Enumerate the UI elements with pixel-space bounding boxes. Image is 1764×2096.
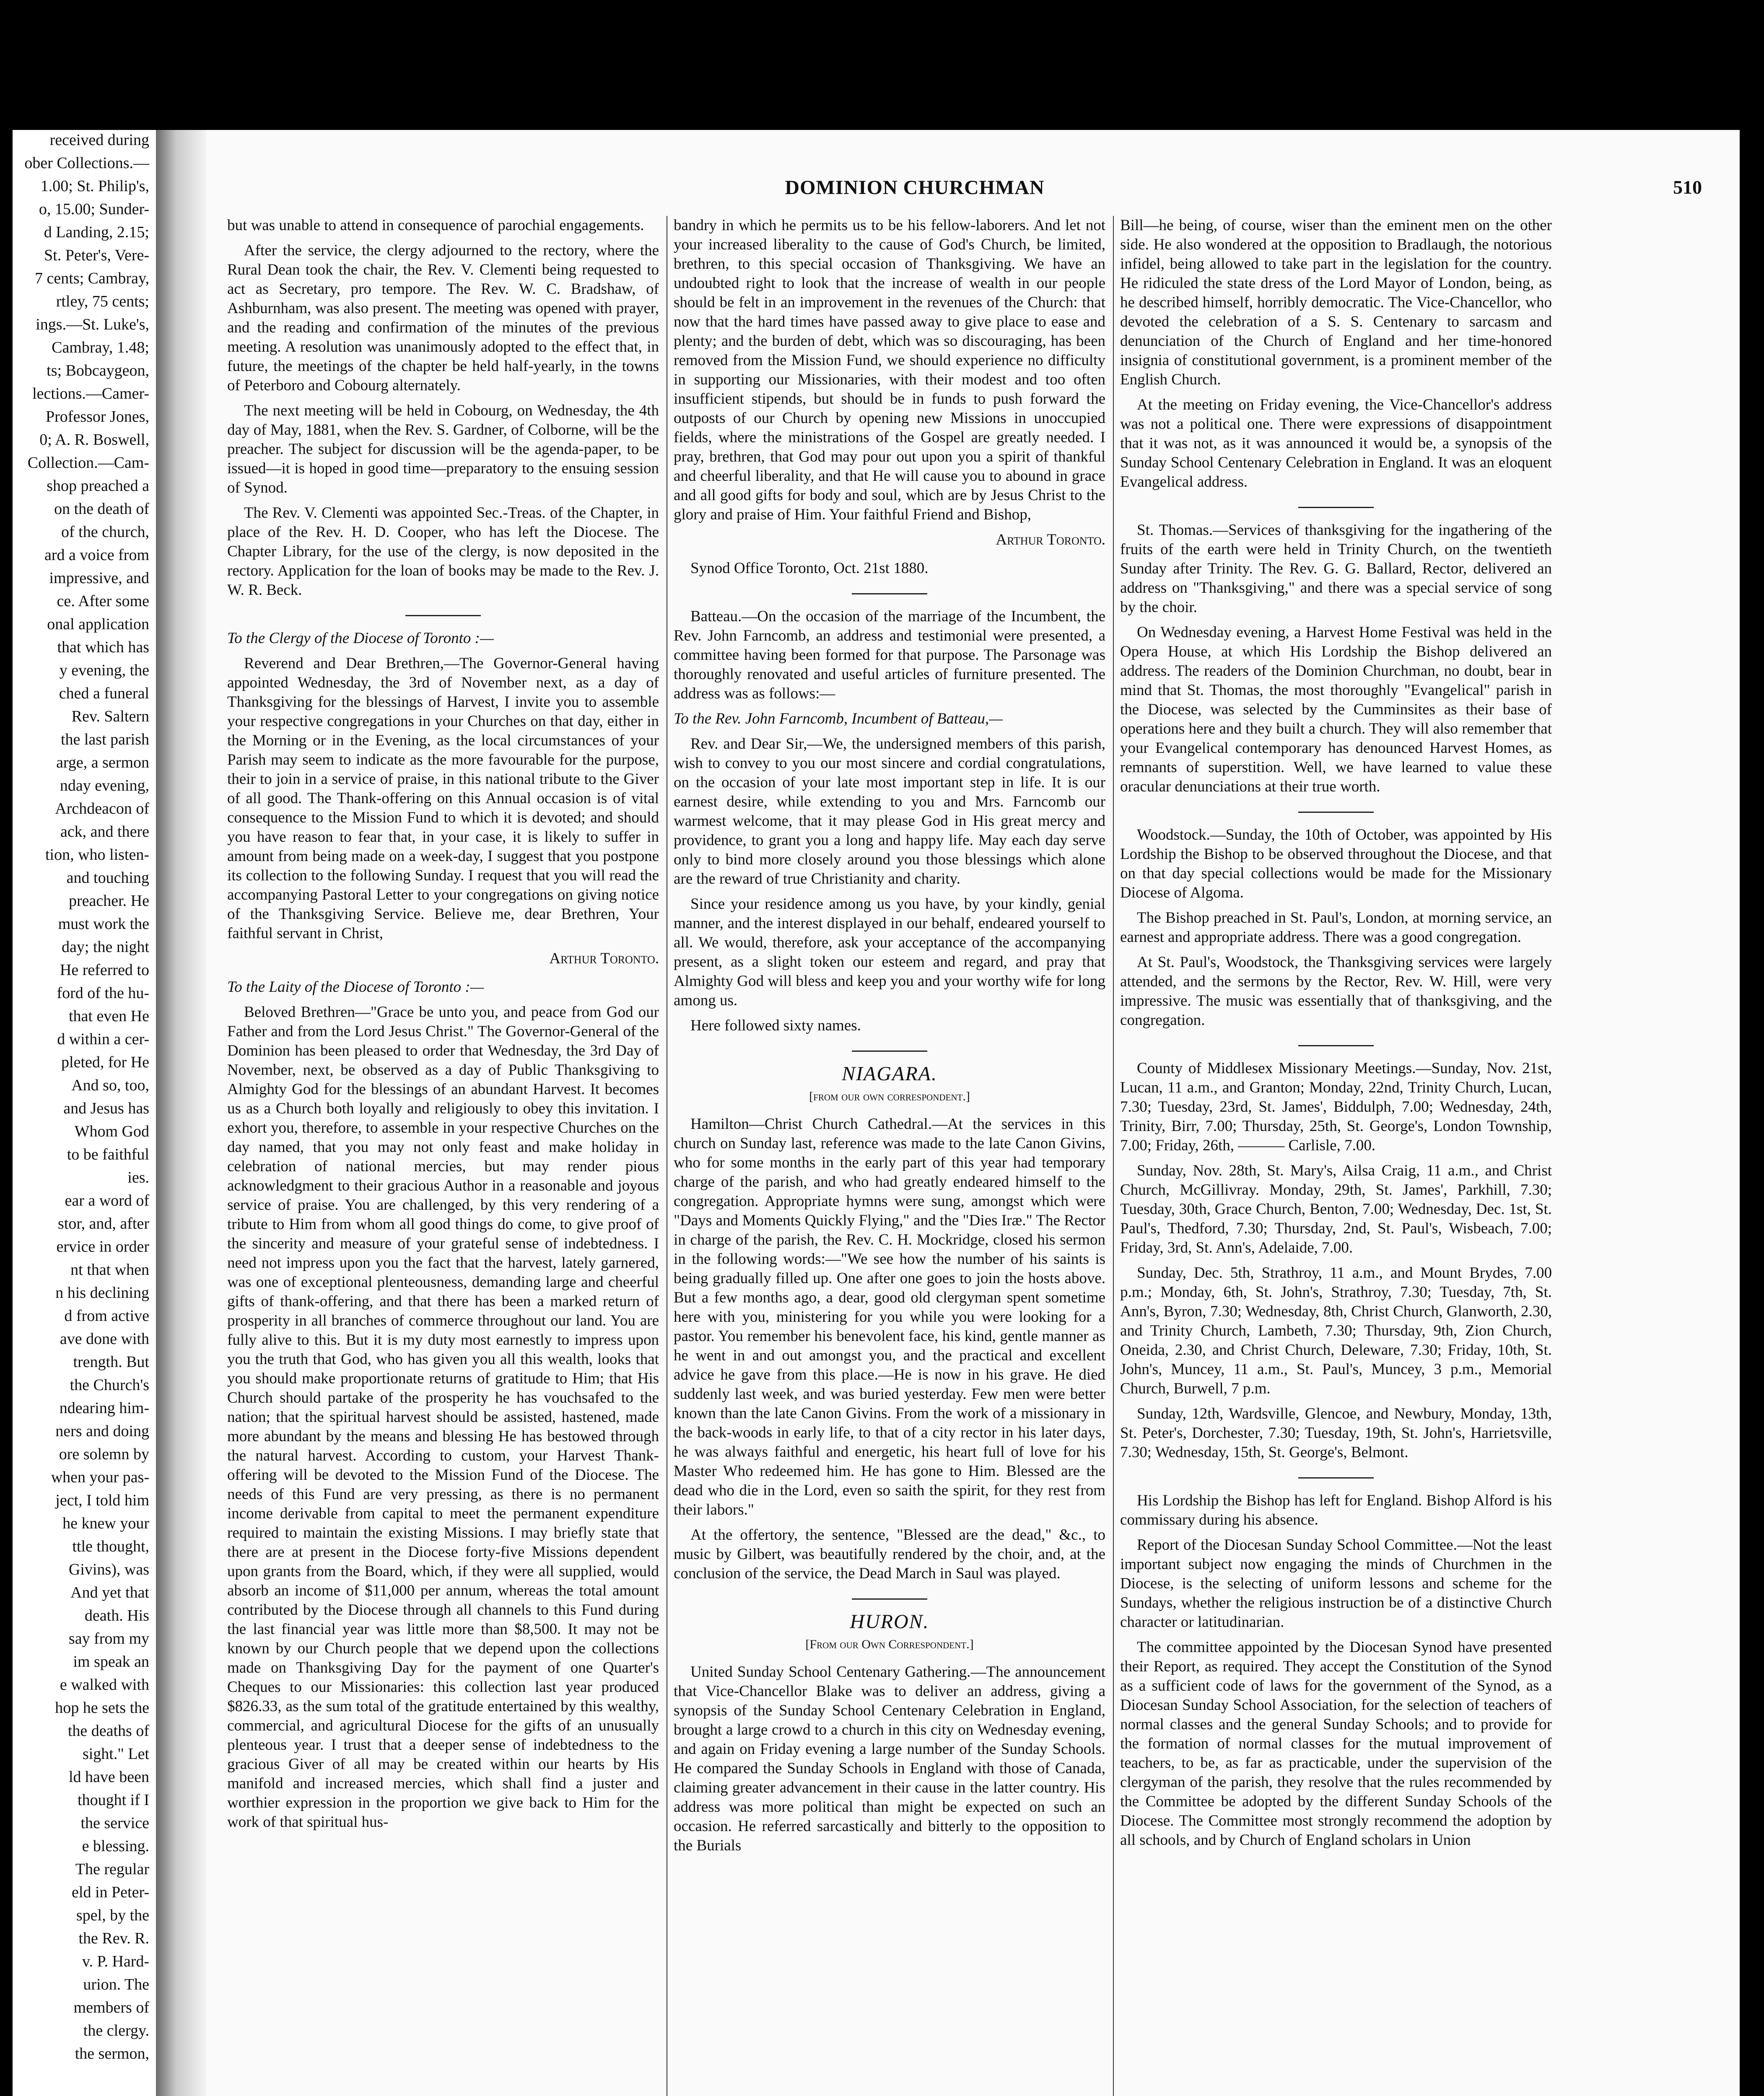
paragraph: Sunday, Dec. 5th, Strathroy, 11 a.m., and Mount Brydes, 7.00 p.m.; Monday, 6th, St. John's, Strathroy, 7.30; Tuesday, 7th, St. Ann's, Byron, 7.30; Wednesday, 8th, Christ Church, Glanworth, 2.30, and Trinity Church, Lambeth, 7.30; Thursday, 9th, Zion Church, Oneida, 2.30, and Christ Church, Deleware, 7.30; Friday, 10th, St. John's, Muncey, 11 a.m., St. Paul's, Muncey, 3 p.m., Memorial Church, Burwell, 7 p.m.: [1120, 1264, 1552, 1397]
previous-page-line: And yet that: [70, 1584, 149, 1601]
previous-page-line: and touching: [66, 869, 149, 887]
previous-page-line: d Landing, 2.15;: [44, 223, 149, 241]
paragraph: At St. Paul's, Woodstock, the Thanksgiving services were largely attended, and the sermons by the Rector, Rev. W. Hill, were very impressive. The music was essentially that of thanksgiving, and the congregation.: [1120, 954, 1552, 1029]
previous-page-line: the Rev. R.: [78, 1930, 149, 1947]
scan-border-right: [1740, 130, 1764, 2096]
paragraph: The Bishop preached in St. Paul's, London, at morning service, an earnest and appropriate address. There was a good congregation.: [1120, 909, 1552, 946]
previous-page-line: Givins), was: [68, 1561, 149, 1578]
page-header: [206, 176, 1740, 205]
paragraph: The committee appointed by the Diocesan Synod have presented their Report, as required. They accept the Constitution of the Synod as a sufficient code of laws for the government of the Synod, as a Diocesan Sunday School Association, for the selection of teachers of normal classes and the general Sunday Schools; and to provide for the formation of normal classes for the mutual improvement of teachers, to be, as far as practicable, under the supervision of the clergyman of the parish, they resolve that the rules recommended by the Committee be adopted by the different Sunday Schools of the Diocese. The Committee most strongly recommend the adoption by all schools, and by Church of England scholars in Union: [1120, 1639, 1552, 1849]
previous-page-line: impressive, and: [49, 569, 149, 587]
column-1: [227, 216, 659, 2096]
previous-page-line: The regular: [75, 1860, 149, 1878]
previous-page-line: ore solemn by: [59, 1445, 149, 1463]
paragraph: bandry in which he permits us to be his fellow-laborers. And let not your increased liberality to the cause of God's Church, be limited, brethren, to this special occasion of Thanksgiving. We have an undoubted right to look that the increase of wealth in our people should be felt in an improvement in the revenues of the Church: that now that the hard times have passed away to give place to ease and plenty; and the burden of debt, which was so discouraging, has been removed from the Mission Fund, we should experience no difficulty in supporting our Missionaries, with their modest and too often insufficient stipends, but should be in funds to push forward the outposts of our Church by opening new Missions in unoccupied fields, where the ministrations of the Gospel are greatly needed. I pray, brethren, that God may pour out upon you a spirit of thankful and cheerful liberality, and that He will cause you to abound in grace and all good gifts for body and soul, which are by Jesus Christ to the glory and praise of Him. Your faithful Friend and Bishop,: [674, 217, 1105, 523]
previous-page-line: 0; A. R. Boswell,: [39, 431, 149, 449]
paragraph: St. Thomas.—Services of thanksgiving for the ingathering of the fruits of the earth were held in Trinity Church, on the twentieth Sunday after Trinity. The Rev. G. G. Ballard, Rector, delivered an address on "Thanksgiving," and there was a special service of song by the choir.: [1120, 521, 1552, 616]
previous-page-line: to be faithful: [67, 1146, 149, 1163]
previous-page-line: hop he sets the: [55, 1699, 149, 1717]
previous-page-line: ave done with: [60, 1330, 149, 1348]
previous-page-line: y evening, the: [59, 661, 149, 679]
previous-page-line: nt that when: [70, 1261, 149, 1279]
column-2: [674, 216, 1105, 2096]
column-3: [1120, 216, 1552, 2096]
section-divider: [1298, 1045, 1374, 1046]
previous-page-line: the deaths of: [67, 1722, 149, 1740]
previous-page-line: death. His: [84, 1607, 149, 1624]
previous-page-line: lections.—Camer-: [32, 385, 149, 402]
paragraph: but was unable to attend in consequence of parochial engagements.: [227, 217, 644, 234]
previous-page-line: He referred to: [60, 961, 149, 979]
previous-page-line: e walked with: [60, 1676, 149, 1694]
previous-page-line: 7 cents; Cambray,: [35, 270, 149, 287]
previous-page-line: ober Collections.—: [24, 154, 149, 172]
section-divider: [405, 615, 481, 616]
paragraph: The Rev. V. Clementi was appointed Sec.-Treas. of the Chapter, in place of the Rev. H. D. Cooper, who has left the Diocese. The Chapter Library, for the use of the clergy, is now deposited in the rectory. Application for the loan of books may be made to the Rev. J. W. R. Beck.: [227, 504, 659, 599]
previous-page-line: d within a cer-: [57, 1030, 149, 1048]
paragraph: Hamilton—Christ Church Cathedral.—At the services in this church on Sunday last, reference was made to the late Canon Givins, who for some months in the early part of this year had temporary charge of the parish, and who had greatly endeared himself to the congregation. Appropriate hymns were sung, amongst which were "Days and Moments Quickly Flying," and the "Dies Iræ." The Rector in charge of the parish, the Rev. C. H. Mockridge, closed his sermon in the following words:—"We see how the number of his saints is being gradually filled up. One after one goes to join the hosts above. But a few months ago, a dear, good old clergyman spent sometime here with you, ministering for you while you were looking for a pastor. You remember his benevolent face, his kind, gentle manner as he went in and out amongst you, and the practical and excellent advice he gave from this place.—He is now in his grave. He died suddenly last week, and was buried yesterday. Few men were better known than the late Canon Givins. From the work of a missionary in the back-woods in early life, to that of a city rector in his later days, he was always faithful and energetic, his heart full of love for his Master Who redeemed him. He has gone to Him. Blessed are the dead who die in the Lord, even so saith the spirit, for they rest from their labors.": [674, 1115, 1105, 1518]
previous-page-line: rtley, 75 cents;: [56, 293, 149, 310]
previous-page-line: say from my: [68, 1630, 149, 1647]
previous-page-line: ford of the hu-: [57, 984, 149, 1002]
previous-page-line: members of: [73, 1999, 149, 2016]
previous-page-line: d from active: [64, 1307, 149, 1325]
previous-page-line: when your pas-: [51, 1468, 149, 1486]
paragraph: Beloved Brethren—"Grace be unto you, and peace from God our Father and from the Lord Jesus Christ." The Governor-General of the Dominion has been pleased to order that Wednesday, the 3rd Day of November, next, be observed as a day of Public Thanksgiving to Almighty God for the blessings of an abundant Harvest. It becomes us as a Church both loyally and religiously to obey this invitation. I exhort you, therefore, to assemble in your respective Churches on the day named, that you may not only feast and make holiday in celebration of national mercies, but may render pious acknowledgment to their gracious Author in a reasonable and joyous service of praise. You are challenged, by this very rendering of a tribute to Him from whom all good things do come, to give proof of the sincerity and measure of your grateful sense of indebtedness. I need not impress upon you the fact that the harvest, lately garnered, was one of exceptional plenteousness, demanding large and cheerful gifts of thank-offering, and that there has been a marked return of prosperity in all branches of commerce throughout our land. You are fully alive to this. But it is my duty most earnestly to impress upon you the truth that God, who has given you all this wealth, looks that you should make proportionate returns of gratitude to Him; that His Church should partake of the prosperity he has vouchsafed to the nation; that the spiritual harvest should be assisted, hastened, made more abundant by the means and blessing He has bestowed through the natural harvest. According to custom, your Harvest Thank-offering will be devoted to the Mission Fund of the Diocese. The needs of this Fund are very pressing, as there is no permanent income derivable from capital to meet the permanent expenditure required to maintain the existing Missions. I may briefly state that there are at present in the Diocese forty-five Missions dependent upon grants from the Board, which, if they were all supplied, would absorb an income of $11,000 per annum, whereas the total amount contributed by the Diocese through all channels to this Fund during the last financial year was little more than $8,500. It may not be known by our Church people that we depend upon the collections made on Thanksgiving Day for the payment of one Quarter's Cheques to our Missionaries: this collection last year produced $826.33, as the sum total of the gratitude entertained by this wealthy, commercial, and agricultural Diocese for the gifts of an unusually plenteous year. I trust that a deeper sense of indebtedness to the gracious Giver of all may be created within our hearts by His manifold and increased mercies, which shall find a juster and worthier expression in the proportion we give back to Him for the work of that spiritual hus-: [227, 1004, 659, 1831]
previous-page-line: he knew your: [62, 1515, 149, 1532]
previous-page-line: ack, and there: [60, 823, 149, 840]
paragraph: Batteau.—On the occasion of the marriage of the Incumbent, the Rev. John Farncomb, an address and testimonial were presented, a committee having been formed for that purpose. The Parsonage was thoroughly renovated and useful articles of furniture presented. The address was as follows:—: [674, 608, 1105, 702]
previous-page-line: ies.: [127, 1169, 149, 1186]
paragraph: The next meeting will be held in Cobourg, on Wednesday, the 4th day of May, 1881, when the Rev. S. Gardner, of Colborne, will be the preacher. The subject for discussion will be the agenda-paper, to be issued—it is hoped in good time—preparatory to the ensuing session of Synod.: [227, 402, 659, 496]
previous-page-line: ce. After some: [57, 592, 149, 610]
paragraph: On Wednesday evening, a Harvest Home Festival was held in the Opera House, at which His Lordship the Bishop delivered an address. The readers of the Dominion Churchman, no doubt, bear in mind that St. Thomas, the most thoroughly "Evangelical" parish in the Diocese, was selected by the Cumminsites as their base of operations here and they built a church. They will also remember that your Evangelical contemporary has denounced Harvest Homes, as remnants of superstition. Well, we have learned to value these oracular denunciations at their true worth.: [1120, 624, 1552, 795]
paragraph: Since your residence among us you have, by your kindly, genial manner, and the interest displayed in our behalf, endeared yourself to all. We would, therefore, ask your acceptance of the accompanying present, as a slight token our esteem and regard, and pray that Almighty God will bless and keep you and your worthy wife for long among us.: [674, 895, 1105, 1009]
previous-page-line: eld in Peter-: [72, 1883, 149, 1901]
section-subtitle: [from our own correspondent.]: [809, 1090, 970, 1103]
previous-page-line: ners and doing: [55, 1422, 149, 1440]
section-subtitle: [From our Own Correspondent.]: [805, 1637, 974, 1651]
paragraph: United Sunday School Centenary Gathering.—The announcement that Vice-Chancellor Blake was to deliver an address, giving a synopsis of the Sunday School Centenary Celebration in England, brought a large crowd to a church in this city on Wednesday evening, and again on Friday evening a large number of the Sunday Schools. He compared the Sunday Schools in England with those of Canada, claiming greater advancement in their cause in the latter country. His address was more political than might be expected on such an occasion. He referred sarcastically and bitterly to the opposition to the Burials: [674, 1663, 1105, 1854]
paragraph: Sunday, Nov. 28th, St. Mary's, Ailsa Craig, 11 a.m., and Christ Church, McGillivray. Monday, 29th, St. James', Parkhill, 7.30; Tuesday, 30th, Grace Church, Benton, 7.00; Wednesday, Dec. 1st, St. Paul's, Thedford, 7.30; Thursday, 2nd, St. Paul's, Wisbeach, 7.00; Friday, 3rd, St. Ann's, Adelaide, 7.00.: [1120, 1162, 1552, 1256]
previous-page-line: ervice in order: [56, 1238, 149, 1256]
paragraph: At the offertory, the sentence, "Blessed are the dead," &c., to music by Gilbert, was beautifully rendered by the choir, and, at the conclusion of the service, the Dead March in Saul was played.: [674, 1526, 1105, 1582]
letter-heading: To the Laity of the Diocese of Toronto :—: [227, 978, 484, 996]
previous-page-fragment: [13, 130, 156, 2096]
scan-border-top: [0, 0, 1764, 130]
paragraph: After the service, the clergy adjourned to the rectory, where the Rural Dean took the chair, the Rev. V. Clementi being requested to act as Secretary, pro tempore. The Rev. W. C. Bradshaw, of Ashburnham, was also present. The meeting was opened with prayer, and the reading and confirmation of the minutes of the previous meeting. A resolution was unanimously adopted to the effect that, in future, the meetings of the chapter be held half-yearly, in the towns of Peterboro and Cobourg alternately.: [227, 242, 659, 394]
section-title-huron: HURON.: [850, 1611, 929, 1633]
previous-page-line: Collection.—Cam-: [27, 454, 149, 472]
previous-page-line: the service: [80, 1814, 149, 1832]
previous-page-line: urion. The: [83, 1976, 149, 1993]
paragraph: At the meeting on Friday evening, the Vice-Chancellor's address was not a political one. There were expressions of disappointment that it was not, as it was announced it would be, a synopsis of the Sunday School Centenary Celebration in England. It was an eloquent Evangelical address.: [1120, 396, 1552, 490]
letter-heading: To the Clergy of the Diocese of Toronto :—: [227, 630, 494, 647]
signature: Arthur Toronto.: [996, 531, 1105, 548]
previous-page-line: Archdeacon of: [55, 800, 149, 817]
dateline: Synod Office Toronto, Oct. 21st 1880.: [690, 560, 929, 577]
previous-page-line: arge, a sermon: [56, 754, 149, 771]
previous-page-line: shop preached a: [47, 477, 149, 495]
section-divider: [1298, 1477, 1374, 1479]
previous-page-line: the clergy.: [83, 2022, 149, 2039]
paragraph: His Lordship the Bishop has left for England. Bishop Alford is his commissary during his absence.: [1120, 1492, 1552, 1528]
newspaper-page: [206, 130, 1740, 2096]
previous-page-line: v. P. Hard-: [82, 1953, 149, 1970]
previous-page-line: ched a funeral: [59, 685, 149, 702]
previous-page-line: thought if I: [78, 1791, 149, 1809]
previous-page-line: received during: [49, 131, 149, 149]
previous-page-line: the sermon,: [75, 2045, 149, 2062]
paragraph: Woodstock.—Sunday, the 10th of October, was appointed by His Lordship the Bishop to be observed throughout the Diocese, and that on that day special collections would be made for the Missionary Diocese of Algoma.: [1120, 826, 1552, 901]
paragraph: Report of the Diocesan Sunday School Committee.—Not the least important subject now engaging the minds of Churchmen in the Diocese, is the selecting of uniform lessons and scheme for the Sundays, whether the religious instruction be of a distinctive Church character or latitudinarian.: [1120, 1536, 1552, 1631]
previous-page-line: ld have been: [68, 1768, 149, 1786]
previous-page-line: stor, and, after: [58, 1215, 149, 1232]
paragraph: Rev. and Dear Sir,—We, the undersigned members of this parish, wish to convey to you our most sincere and cordial congratulations, on the occasion of your late most important step in life. It is our earnest desire, while extending to you and Mrs. Farncomb our warmest welcome, that it may please God in His great mercy and providence, to grant you a long and happy life. May each day serve only to bind more closely around you those blessings which alone are the reward of true Christianity and charity.: [674, 735, 1105, 887]
paragraph: Reverend and Dear Brethren,—The Governor-General having appointed Wednesday, the 3rd of November next, as a day of Thanksgiving for the blessings of Harvest, I invite you to assemble your respective congregations in your Churches on that day, either in the Morning or in the Evening, as the local circumstances of your Parish may seem to indicate as the more favourable for the purpose, their to join in a service of praise, in this national tribute to the Giver of all good. The Thank-offering on this Annual occasion is of vital consequence to the Mission Fund to which it is devoted; and should you have reason to fear that, in your case, it is likely to suffer in amount from being made on a week-day, I suggest that you postpone its collection to the following Sunday. I request that you will read the accompanying Pastoral Letter to your congregations on giving notice of the Thanksgiving Service. Believe me, dear Brethren, Your faithful servant in Christ,: [227, 655, 659, 942]
section-divider: [1298, 812, 1374, 813]
previous-page-line: ts; Bobcaygeon,: [47, 362, 149, 379]
previous-page-line: ndearing him-: [59, 1399, 149, 1417]
previous-page-line: ings.—St. Luke's,: [36, 316, 149, 333]
previous-page-line: ject, I told him: [55, 1492, 149, 1509]
previous-page-line: ard a voice from: [44, 546, 149, 564]
previous-page-line: Whom God: [74, 1123, 149, 1140]
previous-page-line: 1.00; St. Philip's,: [40, 177, 149, 195]
previous-page-line: Cambray, 1.48;: [52, 339, 149, 356]
section-divider: [852, 593, 927, 594]
column-rule: [1113, 216, 1114, 2096]
previous-page-line: of the church,: [61, 523, 149, 541]
previous-page-line: pleted, for He: [61, 1053, 149, 1071]
previous-page-line: St. Peter's, Vere-: [44, 246, 149, 264]
section-divider: [852, 1051, 927, 1052]
paragraph: Bill—he being, of course, wiser than the eminent men on the other side. He also wondered at the opposition to Bradlaugh, the notorious infidel, being allowed to take part in the legislation for the country. He ridiculed the state dress of the Lord Mayor of London, being, as he described himself, horribly democratic. The Vice-Chancellor, who devoted the celebration of a S. S. Centenary to sarcasm and denunciation of the Church of England and her time-honored insignia of constitutional government, is a prominent member of the English Church.: [1120, 217, 1552, 388]
previous-page-line: on the death of: [54, 500, 149, 518]
previous-page-line: the last parish: [60, 731, 149, 748]
previous-page-line: preacher. He: [69, 892, 149, 910]
previous-page-line: o, 15.00; Sunder-: [39, 200, 149, 218]
paragraph: Sunday, 12th, Wardsville, Glencoe, and Newbury, Monday, 13th, St. Peter's, Dorchester, 7.30; Tuesday, 19th, St. John's, Harrietsville, 7.30; Wednesday, 15th, St. George's, Belmont.: [1120, 1405, 1552, 1461]
previous-page-line: must work the: [58, 915, 149, 933]
previous-page-line: e blessing.: [82, 1837, 149, 1855]
scan-border-left: [0, 130, 13, 2096]
section-divider: [1298, 507, 1374, 508]
previous-page-line: trength. But: [73, 1353, 149, 1371]
previous-page-line: ttle thought,: [72, 1538, 149, 1555]
previous-page-line: tion, who listen-: [45, 846, 149, 864]
previous-page-line: Professor Jones,: [46, 408, 149, 425]
previous-page-line: day; the night: [62, 938, 149, 956]
previous-page-line: n his declining: [55, 1284, 149, 1302]
section-title-niagara: NIAGARA.: [842, 1063, 937, 1085]
previous-page-line: and Jesus has: [63, 1100, 149, 1117]
running-title: DOMINION CHURCHMAN: [785, 176, 1045, 199]
page-number: 510: [1673, 176, 1702, 198]
section-divider: [852, 1598, 927, 1600]
previous-page-line: that which has: [57, 638, 149, 656]
previous-page-line: sight." Let: [82, 1745, 149, 1763]
signature: Arthur Toronto.: [549, 950, 659, 967]
previous-page-line: And so, too,: [71, 1077, 149, 1094]
paragraph: County of Middlesex Missionary Meetings.—Sunday, Nov. 21st, Lucan, 11 a.m., and Granton; Monday, 22nd, Trinity Church, Lucan, 7.30; Tuesday, 23rd, St. James', Biddulph, 7.00; Wednesday, 24th, Trinity, Birr, 7.00; Thursday, 25th, St. George's, London Township, 7.00; Friday, 26th, ——— Carlisle, 7.00.: [1120, 1060, 1552, 1154]
letter-heading: To the Rev. John Farncomb, Incumbent of Batteau,—: [674, 710, 1003, 727]
previous-page-line: spel, by the: [76, 1907, 149, 1924]
book-gutter: [156, 130, 206, 2096]
previous-page-line: nday evening,: [60, 777, 149, 794]
previous-page-line: onal application: [47, 615, 149, 633]
previous-page-line: ear a word of: [65, 1192, 149, 1209]
paragraph: Here followed sixty names.: [690, 1017, 861, 1034]
previous-page-line: Rev. Saltern: [71, 708, 149, 725]
previous-page-line: the Church's: [70, 1376, 149, 1394]
previous-page-line: that even He: [68, 1007, 149, 1025]
previous-page-line: im speak an: [73, 1653, 149, 1671]
